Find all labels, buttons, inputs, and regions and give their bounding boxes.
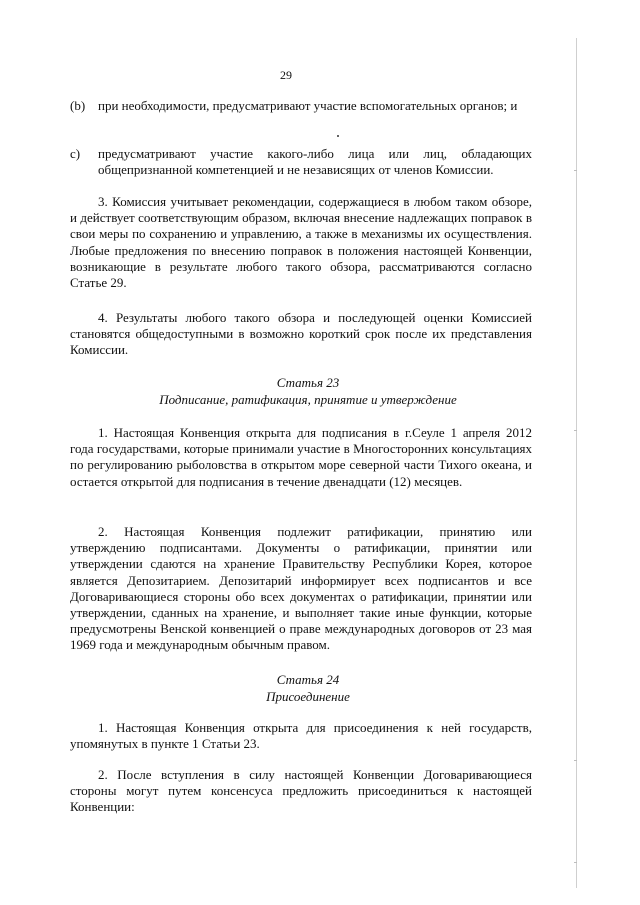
article-24-subtitle: Присоединение — [266, 689, 350, 704]
article-24-title: Статья 24 — [276, 672, 340, 687]
article-23-paragraph-1: 1. Настоящая Конвенция открыта для подписания в г.Сеуле 1 апреля 2012 года государствами, которые принимали участие в Многосторонних консультациях по регулированию рыболовства в открытом море северной части Тихого океана, и остается открытой для подписания в течение двенадцати (12) месяцев. — [70, 425, 532, 489]
list-item-label: (b) — [70, 98, 86, 113]
list-item-label: c) — [70, 146, 81, 161]
page-number: 29 — [280, 68, 292, 82]
scan-edge-mark — [574, 430, 577, 431]
list-item-text: при необходимости, предусматривают участие вспомогательных органов; и — [98, 98, 518, 113]
scan-edge-mark — [574, 862, 577, 863]
list-item-c — [70, 146, 532, 178]
article-24-paragraph-1: 1. Настоящая Конвенция открыта для присоединения к ней государств, упомянутых в пункте 1 Статьи 23. — [70, 720, 532, 752]
scan-speck — [337, 135, 339, 137]
article-23-title: Статья 23 — [276, 375, 340, 390]
scan-edge-mark — [574, 760, 577, 761]
list-item-text: предусматривают участие какого-либо лица или лиц, обладающих общепризнанной компетенцией и не независящих от членов Комиссии. — [98, 146, 532, 178]
article-23-subtitle: Подписание, ратификация, принятие и утверждение — [159, 392, 457, 407]
paragraph-3: 3. Комиссия учитывает рекомендации, содержащиеся в любом таком обзоре, и действует соответствующим образом, включая внесение надлежащих поправок в свои меры по сохранению и управлению, а также в механизмы их осуществления. Любые предложения по внесению поправок в положения настоящей Конвенции, возникающие в результате любого такого обзора, рассматриваются согласно Статье 29. — [70, 194, 532, 291]
list-item-b — [70, 98, 532, 114]
article-24-paragraph-2: 2. После вступления в силу настоящей Конвенции Договаривающиеся стороны могут путем консенсуса предложить присоединиться к настоящей Конвенции: — [70, 767, 532, 815]
scan-edge-mark — [574, 170, 577, 171]
paragraph-4: 4. Результаты любого такого обзора и последующей оценки Комиссией становятся общедоступными в возможно короткий срок после их представления Комиссии. — [70, 310, 532, 358]
article-23-paragraph-2: 2. Настоящая Конвенция подлежит ратификации, принятию или утверждению подписантами. Документы о ратификации, принятии или утверждении сдаются на хранение Правительству Республики Корея, которое является Депозитарием. Депозитарий информирует всех подписантов и все Договаривающиеся стороны обо всех документах о ратификации, принятии или утверждении, сданных на хранение, и выполняет такие иные функции, которые предусмотрены Венской конвенцией о праве международных договоров от 23 мая 1969 года и международным обычным правом. — [70, 524, 532, 653]
